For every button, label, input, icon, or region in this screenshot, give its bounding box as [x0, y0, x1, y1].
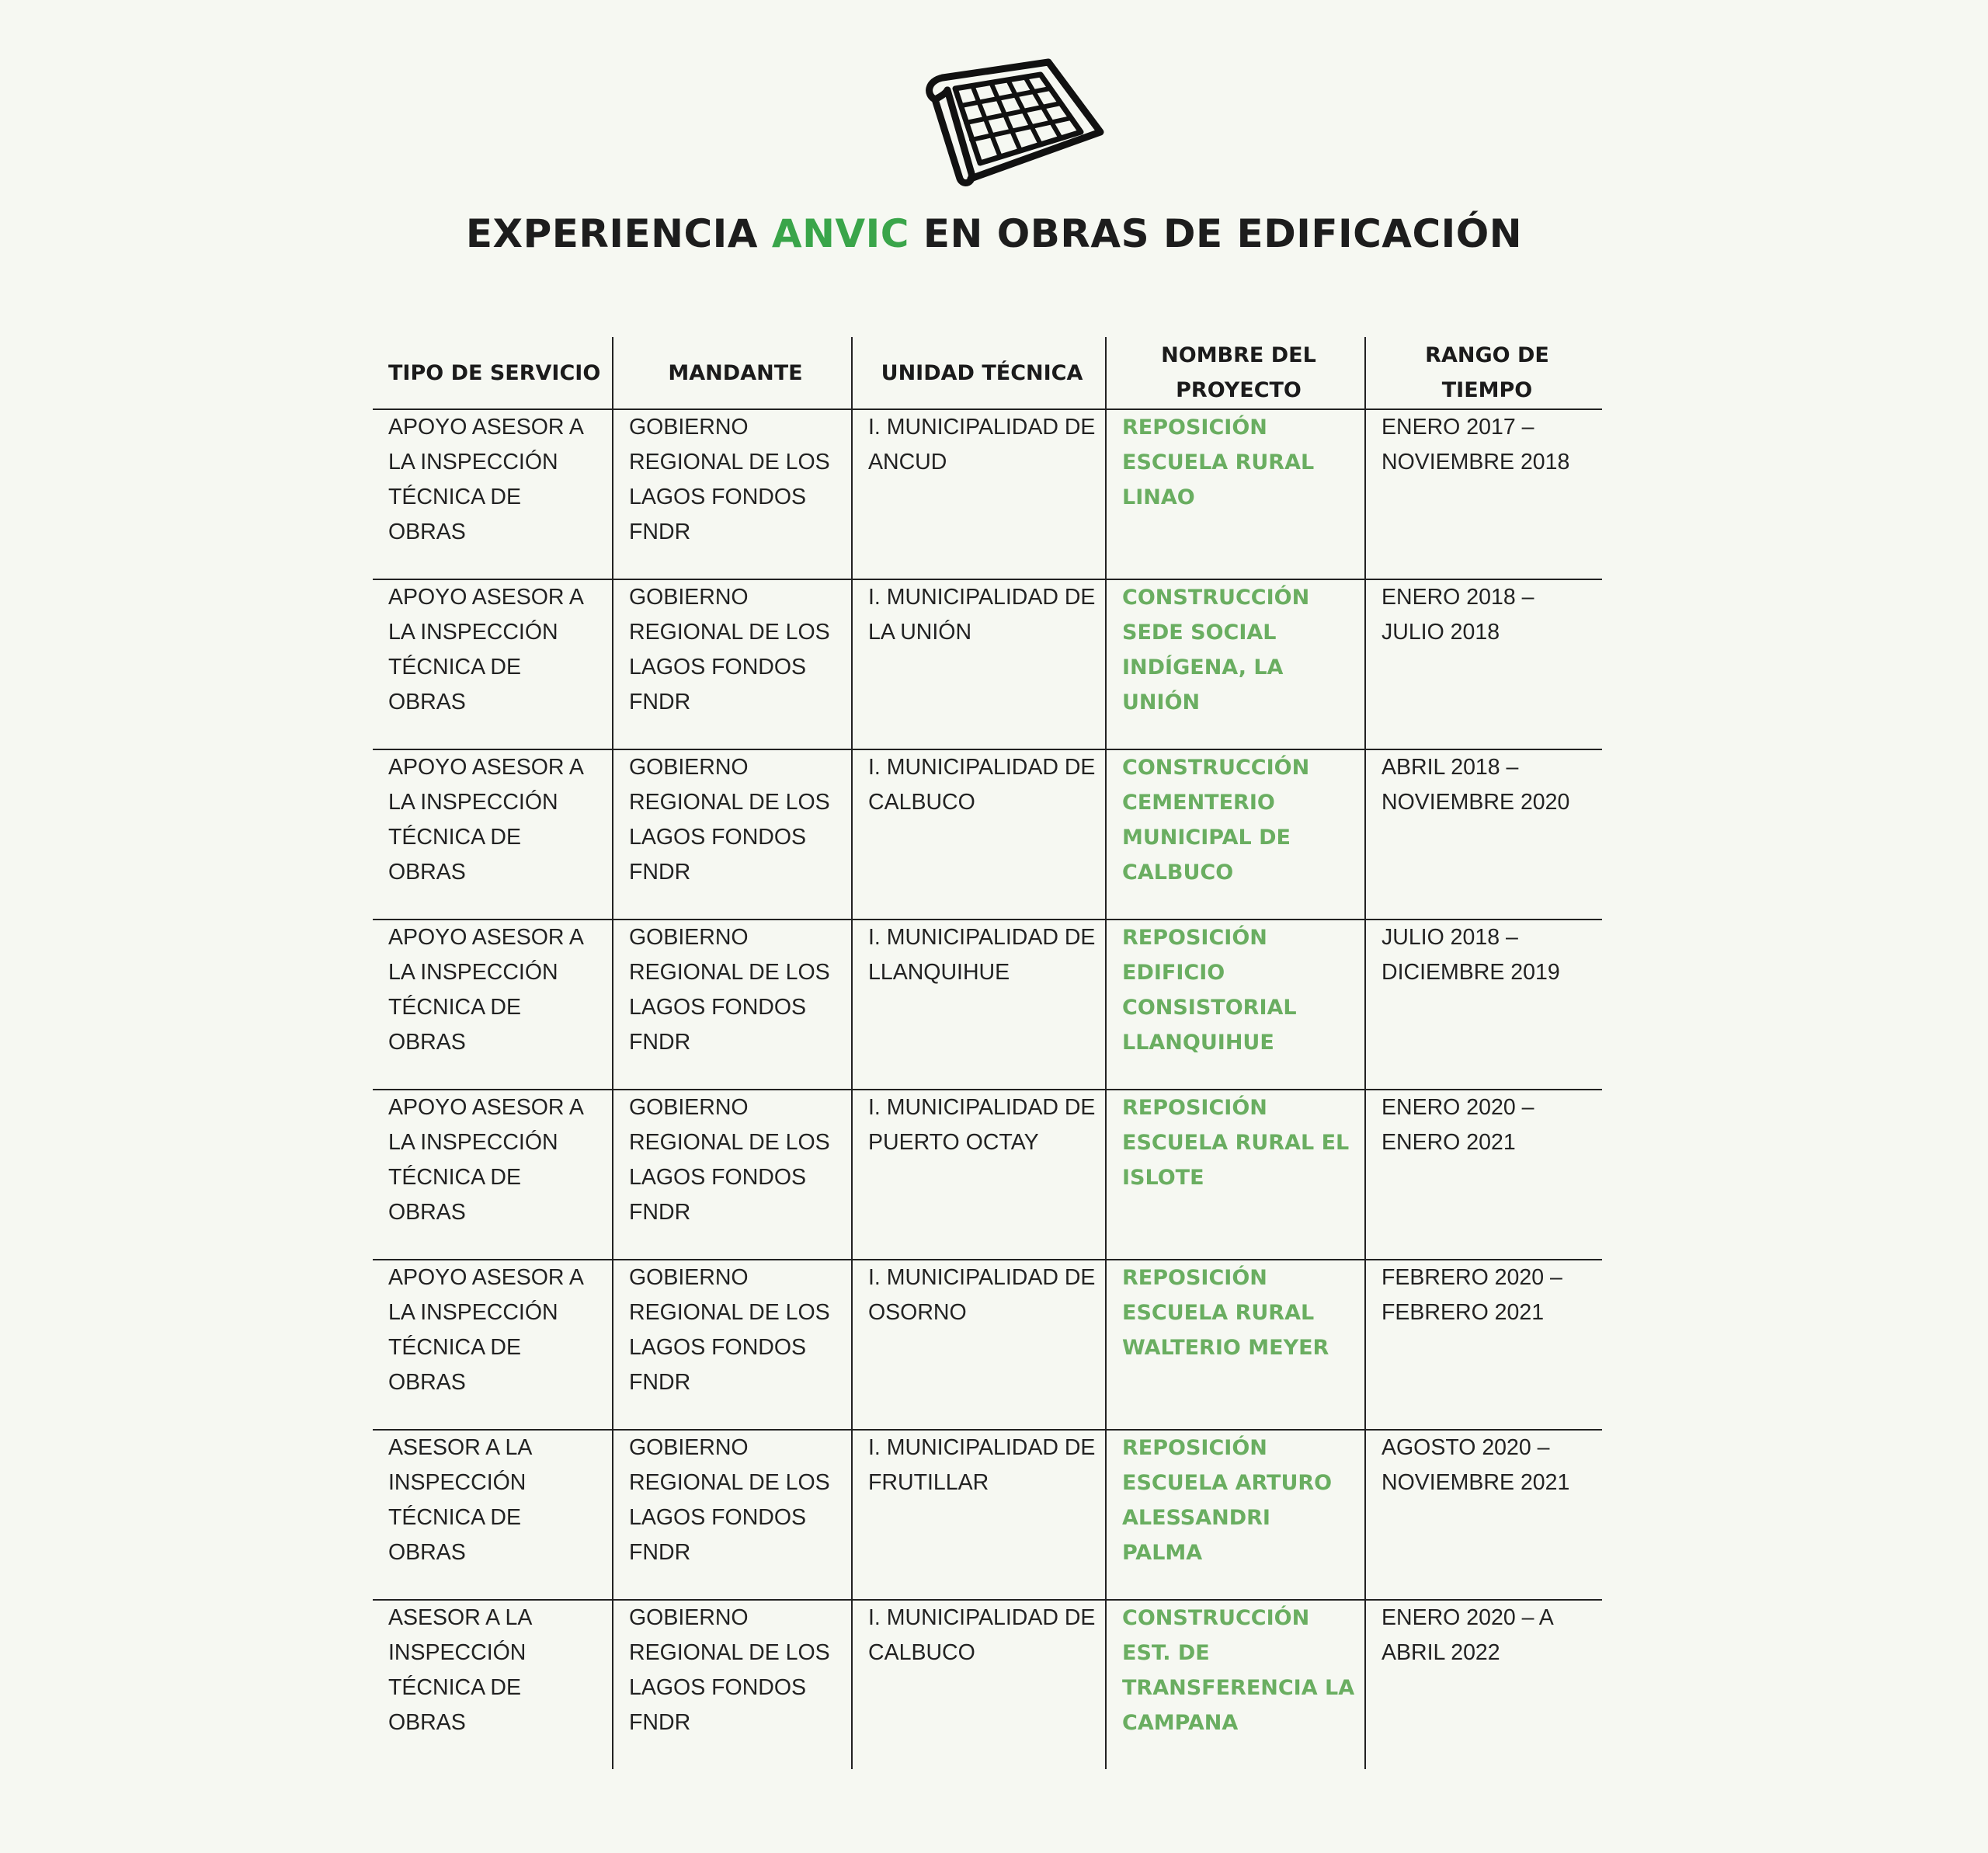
header-tipo-servicio: TIPO DE SERVICIO	[373, 337, 613, 409]
cell-proyecto: CONSTRUCCIÓN CEMENTERIO MUNICIPAL DE CALBUCO	[1106, 749, 1365, 920]
table-header-row	[373, 337, 1602, 409]
cell-proyecto: REPOSICIÓN ESCUELA RURAL WALTERIO MEYER	[1106, 1260, 1365, 1430]
cell-proyecto: REPOSICIÓN ESCUELA RURAL LINAO	[1106, 409, 1365, 579]
cell-rango: ENERO 2020 – ENERO 2021	[1365, 1090, 1602, 1260]
title-part1: EXPERIENCIA	[465, 211, 772, 256]
cell-mandante: GOBIERNO REGIONAL DE LOS LAGOS FONDOS FNDR	[613, 749, 852, 920]
table-row	[373, 1260, 1602, 1430]
cell-unidad: I. MUNICIPALIDAD DE OSORNO	[852, 1260, 1106, 1430]
cell-mandante: GOBIERNO REGIONAL DE LOS LAGOS FONDOS FNDR	[613, 1260, 852, 1430]
cell-proyecto: REPOSICIÓN ESCUELA ARTURO ALESSANDRI PALMA	[1106, 1430, 1365, 1600]
cell-rango: AGOSTO 2020 – NOVIEMBRE 2021	[1365, 1430, 1602, 1600]
cell-proyecto: REPOSICIÓN ESCUELA RURAL EL ISLOTE	[1106, 1090, 1365, 1260]
header-unidad-tecnica: UNIDAD TÉCNICA	[852, 337, 1106, 409]
cell-mandante: GOBIERNO REGIONAL DE LOS LAGOS FONDOS FNDR	[613, 1600, 852, 1769]
title-part2: EN OBRAS DE EDIFICACIÓN	[909, 211, 1523, 256]
cell-mandante: GOBIERNO REGIONAL DE LOS LAGOS FONDOS FNDR	[613, 1090, 852, 1260]
cell-tipo: APOYO ASESOR A LA INSPECCIÓN TÉCNICA DE OBRAS	[373, 409, 613, 579]
table-row	[373, 579, 1602, 749]
cell-unidad: I. MUNICIPALIDAD DE LLANQUIHUE	[852, 920, 1106, 1090]
cell-proyecto: CONSTRUCCIÓN EST. DE TRANSFERENCIA LA CAMPANA	[1106, 1600, 1365, 1769]
cell-rango: ENERO 2018 – JULIO 2018	[1365, 579, 1602, 749]
table-row	[373, 409, 1602, 579]
cell-unidad: I. MUNICIPALIDAD DE PUERTO OCTAY	[852, 1090, 1106, 1260]
table-row	[373, 1090, 1602, 1260]
table-row	[373, 749, 1602, 920]
cell-tipo: APOYO ASESOR A LA INSPECCIÓN TÉCNICA DE OBRAS	[373, 920, 613, 1090]
cell-mandante: GOBIERNO REGIONAL DE LOS LAGOS FONDOS FNDR	[613, 1430, 852, 1600]
cell-tipo: APOYO ASESOR A LA INSPECCIÓN TÉCNICA DE OBRAS	[373, 1260, 613, 1430]
table-row	[373, 1430, 1602, 1600]
cell-mandante: GOBIERNO REGIONAL DE LOS LAGOS FONDOS FNDR	[613, 409, 852, 579]
cell-unidad: I. MUNICIPALIDAD DE FRUTILLAR	[852, 1430, 1106, 1600]
cell-mandante: GOBIERNO REGIONAL DE LOS LAGOS FONDOS FNDR	[613, 579, 852, 749]
cell-rango: ENERO 2020 – A ABRIL 2022	[1365, 1600, 1602, 1769]
cell-proyecto: CONSTRUCCIÓN SEDE SOCIAL INDÍGENA, LA UNIÓN	[1106, 579, 1365, 749]
blueprint-scroll-icon	[916, 54, 1110, 186]
table-row	[373, 1600, 1602, 1769]
cell-unidad: I. MUNICIPALIDAD DE CALBUCO	[852, 1600, 1106, 1769]
cell-unidad: I. MUNICIPALIDAD DE CALBUCO	[852, 749, 1106, 920]
cell-tipo: ASESOR A LA INSPECCIÓN TÉCNICA DE OBRAS	[373, 1430, 613, 1600]
experience-table	[373, 337, 1602, 1769]
cell-unidad: I. MUNICIPALIDAD DE ANCUD	[852, 409, 1106, 579]
cell-rango: ABRIL 2018 – NOVIEMBRE 2020	[1365, 749, 1602, 920]
page-title	[0, 211, 1988, 256]
cell-tipo: APOYO ASESOR A LA INSPECCIÓN TÉCNICA DE OBRAS	[373, 579, 613, 749]
cell-unidad: I. MUNICIPALIDAD DE LA UNIÓN	[852, 579, 1106, 749]
title-accent-brand: ANVIC	[771, 211, 909, 256]
header-nombre-proyecto: NOMBRE DEL PROYECTO	[1106, 337, 1365, 409]
cell-tipo: ASESOR A LA INSPECCIÓN TÉCNICA DE OBRAS	[388, 1605, 531, 1735]
cell-tipo: APOYO ASESOR A LA INSPECCIÓN TÉCNICA DE OBRAS	[373, 1090, 613, 1260]
header-mandante: MANDANTE	[613, 337, 852, 409]
table-row	[373, 920, 1602, 1090]
cell-proyecto: REPOSICIÓN EDIFICIO CONSISTORIAL LLANQUIHUE	[1106, 920, 1365, 1090]
cell-rango: ENERO 2017 – NOVIEMBRE 2018	[1365, 409, 1602, 579]
cell-tipo: APOYO ASESOR A LA INSPECCIÓN TÉCNICA DE OBRAS	[373, 749, 613, 920]
cell-mandante: GOBIERNO REGIONAL DE LOS LAGOS FONDOS FNDR	[613, 920, 852, 1090]
cell-rango: FEBRERO 2020 – FEBRERO 2021	[1365, 1260, 1602, 1430]
cell-rango: JULIO 2018 – DICIEMBRE 2019	[1365, 920, 1602, 1090]
header-rango-tiempo: RANGO DE TIEMPO	[1365, 337, 1602, 409]
